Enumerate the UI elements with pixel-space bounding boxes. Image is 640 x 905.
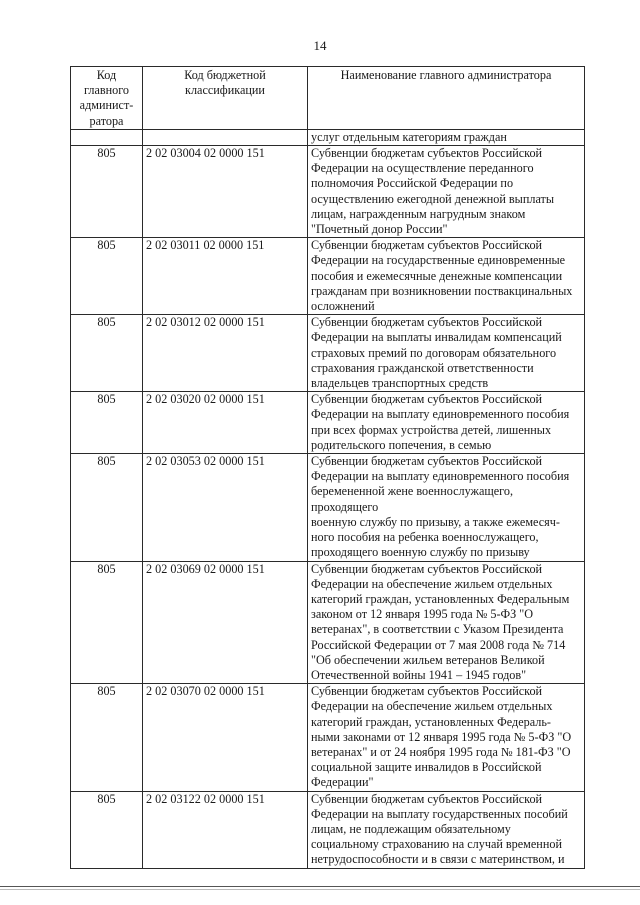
cell-admin-code: 805 xyxy=(71,392,143,454)
cell-budget-code: 2 02 03069 02 0000 151 xyxy=(143,561,308,684)
cell-budget-code: 2 02 03011 02 0000 151 xyxy=(143,238,308,315)
table-header-row xyxy=(71,67,585,130)
cell-admin-name: услуг отдельным категориям граждан xyxy=(308,129,585,145)
table-row xyxy=(71,146,585,238)
table-row xyxy=(71,684,585,791)
cell-budget-code: 2 02 03012 02 0000 151 xyxy=(143,315,308,392)
table-row xyxy=(71,392,585,454)
cell-admin-name: Субвенции бюджетам субъектов Российской Федерации на осуществление переданного полномочия Российской Федерации по осуществлению ежегодной денежной выплаты лицам, награжденным нагрудным знаком "Почетный донор России" xyxy=(308,146,585,238)
cell-budget-code: 2 02 03053 02 0000 151 xyxy=(143,454,308,561)
cell-budget-code: 2 02 03122 02 0000 151 xyxy=(143,791,308,868)
cell-budget-code: 2 02 03070 02 0000 151 xyxy=(143,684,308,791)
cell-budget-code xyxy=(143,129,308,145)
table-row xyxy=(71,791,585,868)
cell-admin-name: Субвенции бюджетам субъектов Российской Федерации на выплату единовременного пособия при всех формах устройства детей, лишенных родительского попечения, в семью xyxy=(308,392,585,454)
cell-admin-code: 805 xyxy=(71,238,143,315)
cell-admin-code: 805 xyxy=(71,684,143,791)
header-budget-code: Код бюджетной классификации xyxy=(143,67,308,130)
cell-admin-code: 805 xyxy=(71,454,143,561)
cell-admin-name: Субвенции бюджетам субъектов Российской Федерации на выплату единовременного пособия беремененной жене военнослужащего, проходящего военную службу по призыву, а также ежемесяч- ного пособия на ребенка военнослужащего, проходящего военную службу по призыву xyxy=(308,454,585,561)
budget-classification-table xyxy=(70,66,585,869)
cell-admin-name: Субвенции бюджетам субъектов Российской Федерации на выплату государственных пособий лицам, не подлежащим обязательному социальному страхованию на случай временной нетрудоспособности и в связи с материнством, и xyxy=(308,791,585,868)
cell-admin-code: 805 xyxy=(71,561,143,684)
scan-edge-line-faint xyxy=(0,889,640,890)
header-admin-name: Наименование главного администратора xyxy=(308,67,585,130)
scan-edge-line xyxy=(0,886,640,887)
table-row xyxy=(71,454,585,561)
cell-admin-code: 805 xyxy=(71,315,143,392)
cell-admin-code xyxy=(71,129,143,145)
cell-budget-code: 2 02 03020 02 0000 151 xyxy=(143,392,308,454)
table-row xyxy=(71,315,585,392)
cell-admin-code: 805 xyxy=(71,146,143,238)
cell-admin-name: Субвенции бюджетам субъектов Российской Федерации на обеспечение жильем отдельных категорий граждан, установленных Федеральным законом от 12 января 1995 года № 5-ФЗ "О ветеранах", в соответствии с Указом Президента Российской Федерации от 7 мая 2008 года № 714 "Об обеспечении жильем ветеранов Великой Отечественной войны 1941 – 1945 годов" xyxy=(308,561,585,684)
header-admin-code: Код главного админист- ратора xyxy=(71,67,143,130)
table-row xyxy=(71,238,585,315)
cell-admin-name: Субвенции бюджетам субъектов Российской Федерации на выплаты инвалидам компенсаций страховых премий по договорам обязательного страхования гражданской ответственности владельцев транспортных средств xyxy=(308,315,585,392)
cell-admin-name: Субвенции бюджетам субъектов Российской Федерации на обеспечение жильем отдельных категорий граждан, установленных Федераль- ными законами от 12 января 1995 года № 5-ФЗ "О ветеранах" и от 24 ноября 1995 года № 181-ФЗ "О социальной защите инвалидов в Российской Федерации" xyxy=(308,684,585,791)
cell-admin-code: 805 xyxy=(71,791,143,868)
table-row-continuation xyxy=(71,129,585,145)
table-row xyxy=(71,561,585,684)
page-number: 14 xyxy=(313,38,327,53)
cell-budget-code: 2 02 03004 02 0000 151 xyxy=(143,146,308,238)
cell-admin-name: Субвенции бюджетам субъектов Российской Федерации на государственные единовременные пособия и ежемесячные денежные компенсации гражданам при возникновении поствакцинальных осложнений xyxy=(308,238,585,315)
